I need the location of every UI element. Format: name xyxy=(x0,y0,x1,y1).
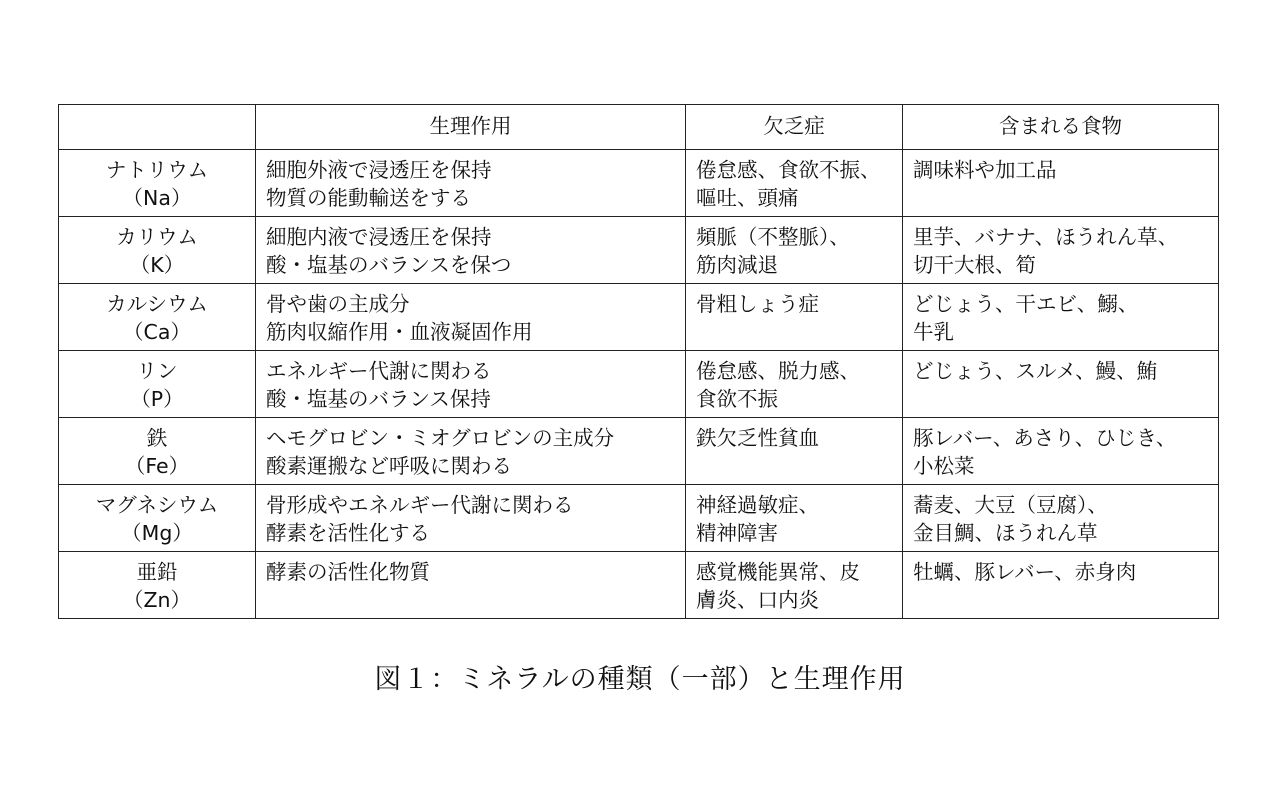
deficiency-line: 骨粗しょう症 xyxy=(696,292,819,316)
deficiency-line: 神経過敏症、 xyxy=(696,493,819,517)
action-line: 酸素運搬など呼吸に関わる xyxy=(266,454,512,478)
foods-cell xyxy=(903,552,1219,619)
action-cell xyxy=(256,150,686,217)
table-row xyxy=(59,284,1219,351)
foods-line: 切干大根、筍 xyxy=(913,253,1036,277)
mineral-symbol: （Na） xyxy=(122,186,192,210)
mineral-name: リン xyxy=(136,359,178,383)
deficiency-cell xyxy=(686,485,903,552)
deficiency-line: 食欲不振 xyxy=(696,387,778,411)
mineral-table xyxy=(58,104,1219,619)
foods-line: 牛乳 xyxy=(913,320,954,344)
deficiency-line: 筋肉減退 xyxy=(696,253,778,277)
foods-cell xyxy=(903,418,1219,485)
action-line: 酵素の活性化物質 xyxy=(266,560,430,584)
deficiency-line: 嘔吐、頭痛 xyxy=(696,186,799,210)
action-line: 細胞内液で浸透圧を保持 xyxy=(266,225,492,249)
table-row xyxy=(59,552,1219,619)
deficiency-cell xyxy=(686,150,903,217)
action-cell xyxy=(256,284,686,351)
foods-line: 牡蠣、豚レバー、赤身肉 xyxy=(913,560,1137,584)
mineral-cell xyxy=(59,351,256,418)
deficiency-line: 膚炎、口内炎 xyxy=(696,588,819,612)
foods-line: どじょう、スルメ、鰻、鮪 xyxy=(913,359,1158,383)
deficiency-cell xyxy=(686,217,903,284)
mineral-cell xyxy=(59,217,256,284)
mineral-name: 亜鉛 xyxy=(136,560,178,584)
action-cell xyxy=(256,351,686,418)
mineral-cell xyxy=(59,418,256,485)
foods-line: 小松菜 xyxy=(913,454,975,478)
action-line: 骨形成やエネルギー代謝に関わる xyxy=(266,493,574,517)
mineral-cell xyxy=(59,284,256,351)
table-row xyxy=(59,351,1219,418)
action-line: 酵素を活性化する xyxy=(266,521,430,545)
mineral-symbol: （Ca） xyxy=(123,320,191,344)
figure-caption: 図１：ミネラルの種類（一部）と生理作用 xyxy=(374,664,906,695)
deficiency-line: 倦怠感、食欲不振、 xyxy=(696,158,881,182)
action-line: 筋肉収縮作用・血液凝固作用 xyxy=(266,320,533,344)
mineral-cell xyxy=(59,485,256,552)
foods-line: 里芋、バナナ、ほうれん草、 xyxy=(913,225,1179,249)
table-row xyxy=(59,150,1219,217)
foods-line: 蕎麦、大豆（豆腐）、 xyxy=(913,493,1108,517)
mineral-name: 鉄 xyxy=(146,426,168,450)
table-header-row xyxy=(59,105,1219,150)
action-cell xyxy=(256,552,686,619)
table-row xyxy=(59,418,1219,485)
mineral-symbol: （P） xyxy=(130,387,184,411)
action-line: 物質の能動輸送をする xyxy=(266,186,471,210)
deficiency-cell xyxy=(686,552,903,619)
mineral-symbol: （K） xyxy=(129,253,185,277)
deficiency-cell xyxy=(686,418,903,485)
mineral-name: カルシウム xyxy=(106,292,208,316)
mineral-name: ナトリウム xyxy=(105,158,209,182)
action-line: 酸・塩基のバランス保持 xyxy=(266,387,491,411)
action-cell xyxy=(256,485,686,552)
mineral-symbol: （Zn） xyxy=(122,588,192,612)
action-line: エネルギー代謝に関わる xyxy=(266,359,492,383)
mineral-symbol: （Mg） xyxy=(121,521,193,545)
header-deficiency: 欠乏症 xyxy=(686,105,903,150)
foods-line: 調味料や加工品 xyxy=(913,158,1057,182)
deficiency-line: 鉄欠乏性貧血 xyxy=(696,426,819,450)
action-line: ヘモグロビン・ミオグロビンの主成分 xyxy=(266,426,615,450)
table-row xyxy=(59,485,1219,552)
deficiency-cell xyxy=(686,284,903,351)
header-foods: 含まれる食物 xyxy=(903,105,1219,150)
deficiency-line: 倦怠感、脱力感、 xyxy=(696,359,860,383)
mineral-cell xyxy=(59,552,256,619)
foods-line: 豚レバー、あさり、ひじき、 xyxy=(913,426,1177,450)
action-line: 酸・塩基のバランスを保つ xyxy=(266,253,512,277)
header-empty xyxy=(59,105,256,150)
deficiency-line: 精神障害 xyxy=(696,521,778,545)
mineral-name: カリウム xyxy=(116,225,198,249)
mineral-name: マグネシウム xyxy=(95,493,219,517)
mineral-cell xyxy=(59,150,256,217)
action-line: 細胞外液で浸透圧を保持 xyxy=(266,158,492,182)
deficiency-line: 感覚機能異常、皮 xyxy=(696,560,860,584)
foods-cell xyxy=(903,150,1219,217)
action-line: 骨や歯の主成分 xyxy=(266,292,410,316)
foods-line: 金目鯛、ほうれん草 xyxy=(913,521,1098,545)
action-cell xyxy=(256,418,686,485)
deficiency-line: 頻脈（不整脈）、 xyxy=(696,225,850,249)
foods-cell xyxy=(903,485,1219,552)
table-row xyxy=(59,217,1219,284)
mineral-symbol: （Fe） xyxy=(124,454,190,478)
foods-line: どじょう、干エビ、鰯、 xyxy=(913,292,1139,316)
foods-cell xyxy=(903,284,1219,351)
foods-cell xyxy=(903,217,1219,284)
action-cell xyxy=(256,217,686,284)
foods-cell xyxy=(903,351,1219,418)
deficiency-cell xyxy=(686,351,903,418)
header-physiological-action: 生理作用 xyxy=(256,105,686,150)
